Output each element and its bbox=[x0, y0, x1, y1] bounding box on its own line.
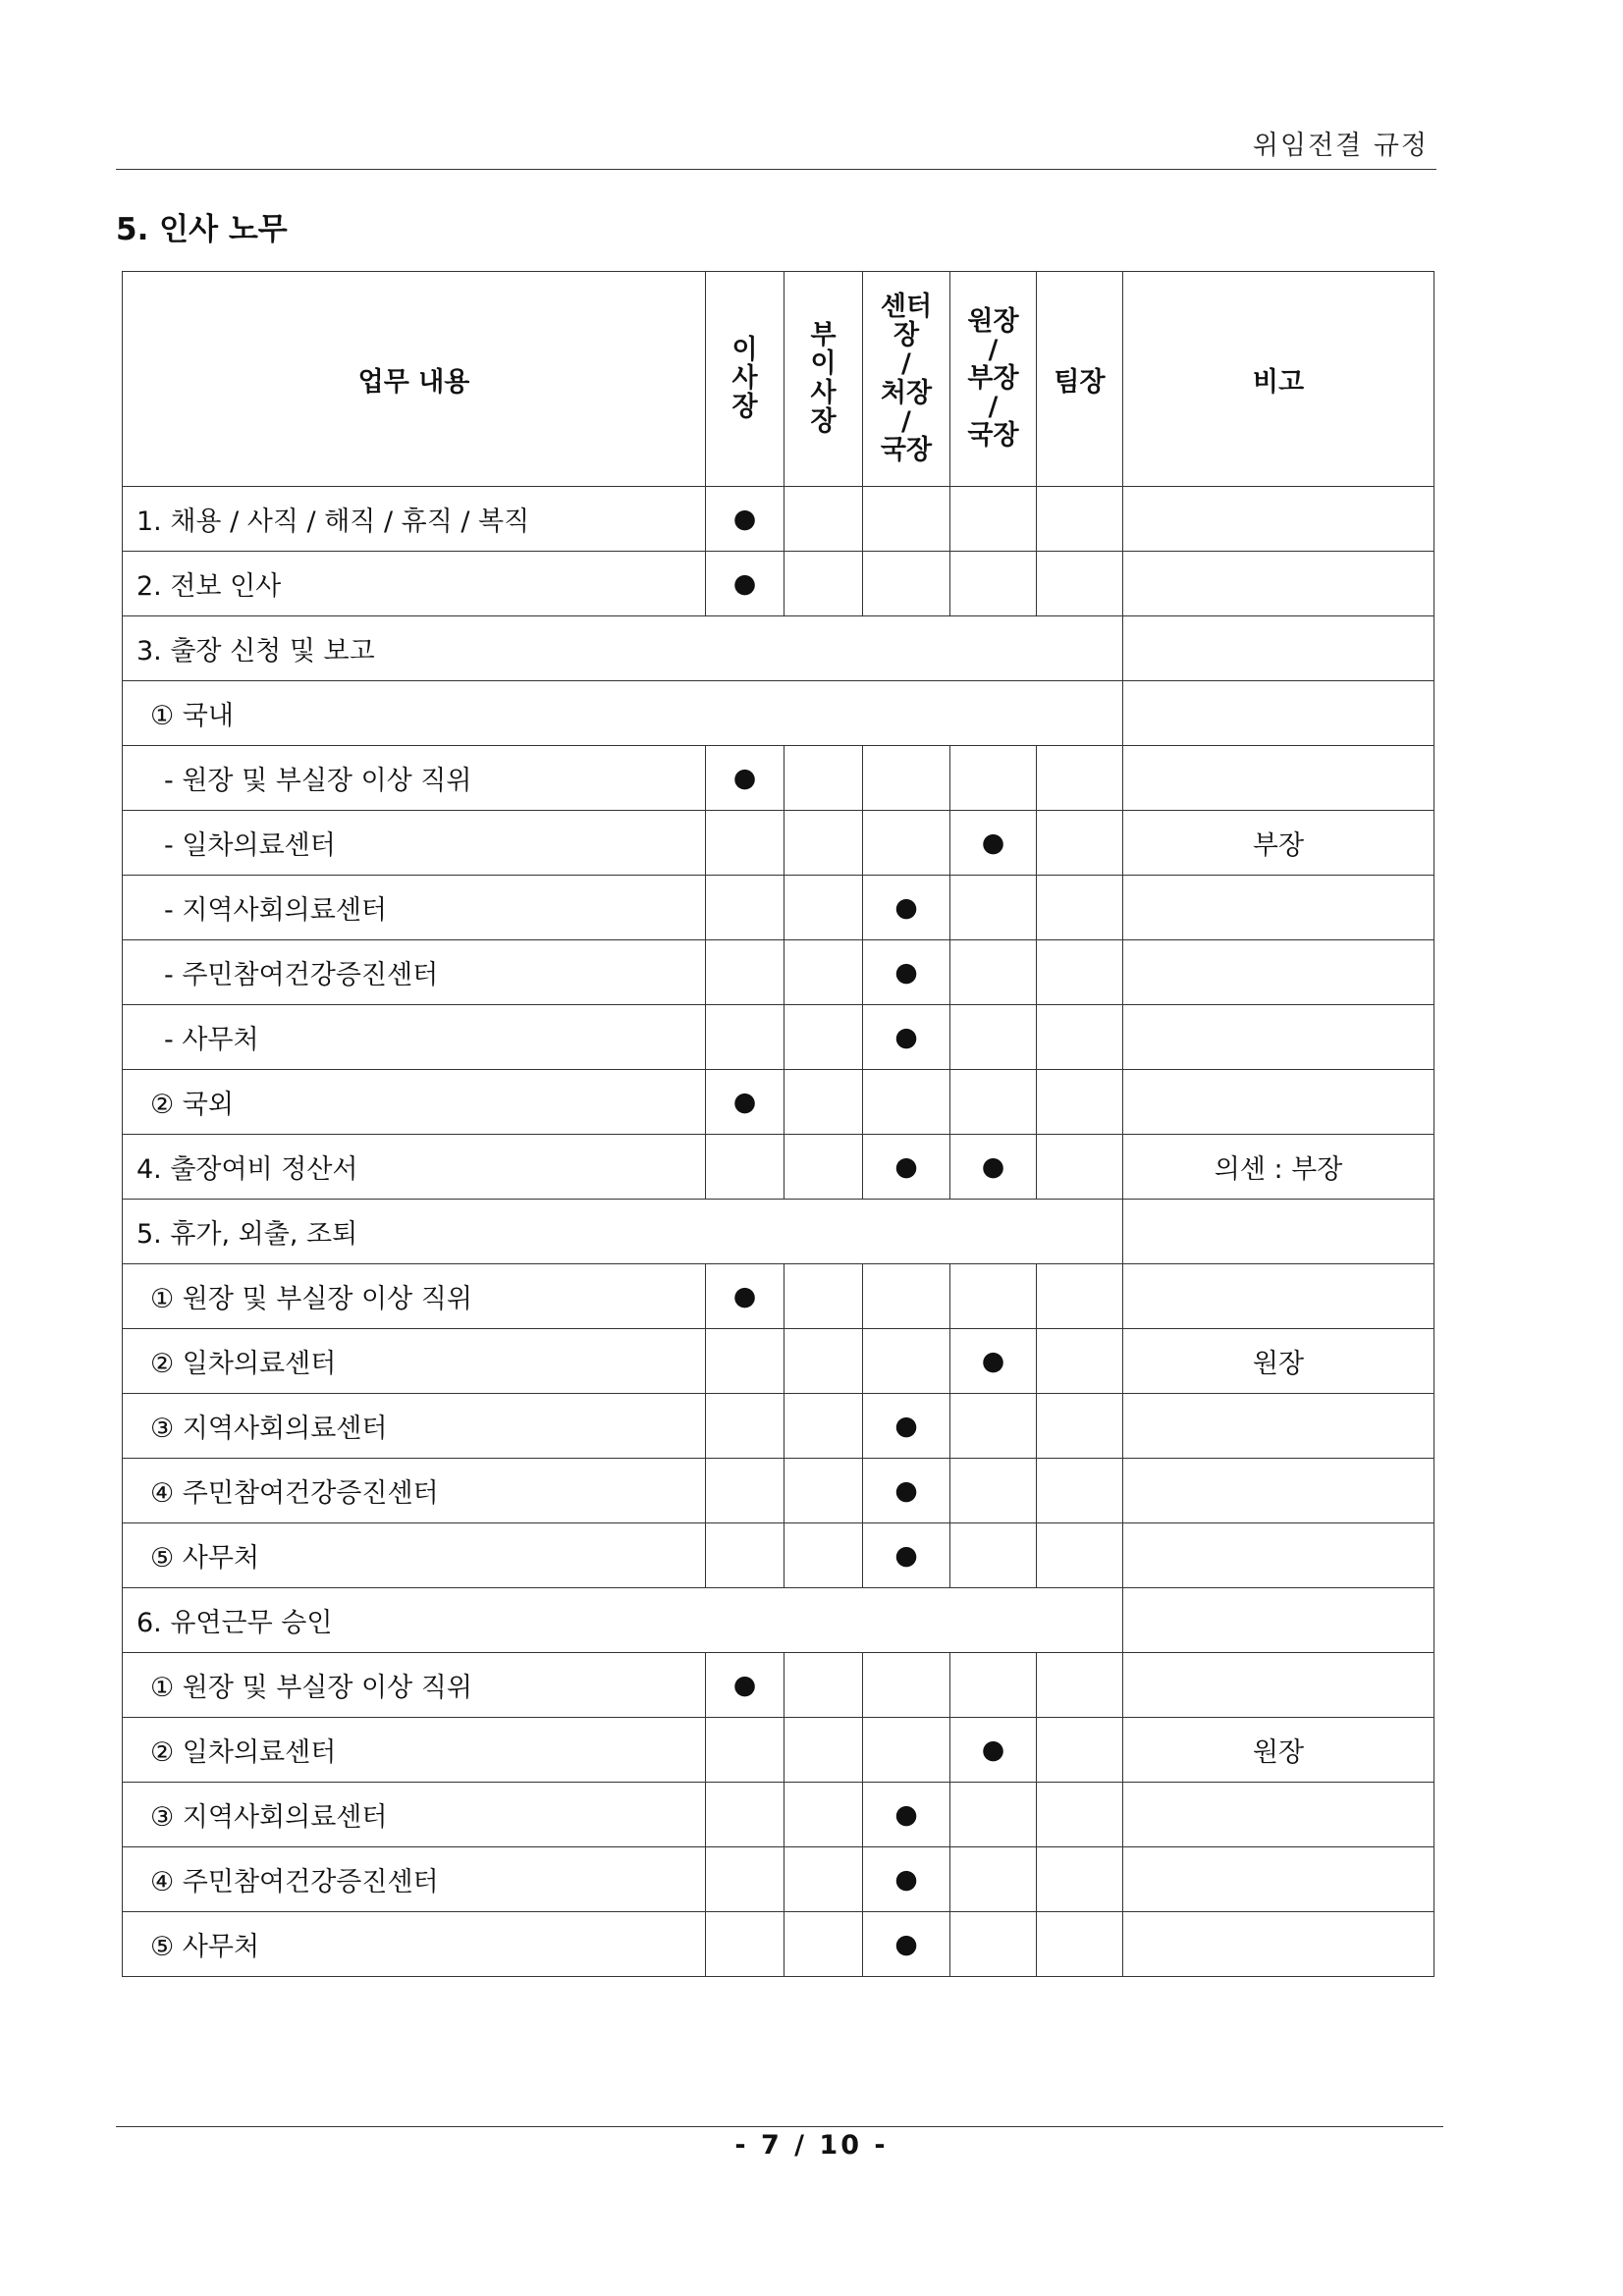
task-cell: ② 일차의료센터 bbox=[123, 1329, 706, 1394]
approval-mark: ● bbox=[706, 487, 784, 552]
empty-cell bbox=[950, 1070, 1037, 1135]
empty-cell bbox=[950, 1523, 1037, 1588]
document-title: 위임전결 규정 bbox=[1252, 131, 1429, 161]
empty-cell bbox=[1037, 876, 1123, 940]
task-cell: 4. 출장여비 정산서 bbox=[123, 1135, 706, 1200]
column-header bbox=[706, 272, 784, 487]
empty-cell bbox=[950, 1264, 1037, 1329]
column-header-line: 장 bbox=[731, 392, 758, 423]
table-row bbox=[123, 746, 1434, 811]
empty-cell bbox=[863, 552, 950, 616]
delegation-table bbox=[122, 271, 1434, 1977]
column-header-line: 국장 bbox=[967, 420, 1019, 452]
column-header-line: / bbox=[988, 392, 999, 423]
note-cell bbox=[1123, 746, 1434, 811]
task-cell: 3. 출장 신청 및 보고 bbox=[123, 616, 1123, 681]
empty-cell bbox=[1037, 1070, 1123, 1135]
table-row bbox=[123, 1588, 1434, 1653]
empty-cell bbox=[863, 746, 950, 811]
empty-cell bbox=[1037, 1718, 1123, 1783]
empty-cell bbox=[784, 1718, 863, 1783]
task-cell: - 사무처 bbox=[123, 1005, 706, 1070]
table-row bbox=[123, 1200, 1434, 1264]
empty-cell bbox=[706, 1329, 784, 1394]
table-row bbox=[123, 1912, 1434, 1977]
note-cell bbox=[1123, 1783, 1434, 1847]
note-cell bbox=[1123, 1523, 1434, 1588]
empty-cell bbox=[1037, 1523, 1123, 1588]
approval-mark: ● bbox=[950, 1718, 1037, 1783]
empty-cell bbox=[950, 1653, 1037, 1718]
page-header bbox=[116, 120, 1436, 170]
table-row bbox=[123, 1070, 1434, 1135]
empty-cell bbox=[1037, 1264, 1123, 1329]
task-cell: ① 국내 bbox=[123, 681, 1123, 746]
empty-cell bbox=[706, 1718, 784, 1783]
empty-cell bbox=[950, 1459, 1037, 1523]
task-cell: - 지역사회의료센터 bbox=[123, 876, 706, 940]
empty-cell bbox=[950, 487, 1037, 552]
column-header-line: 센터 bbox=[880, 292, 933, 323]
note-cell bbox=[1123, 1653, 1434, 1718]
empty-cell bbox=[1037, 1005, 1123, 1070]
column-header-line: 사 bbox=[810, 377, 837, 408]
approval-mark: ● bbox=[863, 940, 950, 1005]
table-row bbox=[123, 1329, 1434, 1394]
section-title: 5. 인사 노무 bbox=[116, 212, 288, 247]
note-cell bbox=[1123, 1200, 1434, 1264]
table-body bbox=[123, 487, 1434, 1977]
approval-mark: ● bbox=[706, 1070, 784, 1135]
empty-cell bbox=[863, 811, 950, 876]
empty-cell bbox=[784, 746, 863, 811]
empty-cell bbox=[784, 1329, 863, 1394]
approval-mark: ● bbox=[863, 1005, 950, 1070]
empty-cell bbox=[1037, 1329, 1123, 1394]
column-header-line: 부장 bbox=[967, 363, 1019, 394]
column-header: 비고 bbox=[1123, 272, 1434, 487]
empty-cell bbox=[1037, 1847, 1123, 1912]
task-cell: ⑤ 사무처 bbox=[123, 1523, 706, 1588]
note-cell bbox=[1123, 1264, 1434, 1329]
empty-cell bbox=[1037, 487, 1123, 552]
empty-cell bbox=[706, 1459, 784, 1523]
empty-cell bbox=[950, 1847, 1037, 1912]
column-header-line: 장 bbox=[810, 405, 837, 437]
column-header-line: 국장 bbox=[880, 434, 933, 465]
empty-cell bbox=[784, 552, 863, 616]
table-row bbox=[123, 487, 1434, 552]
column-header-line: 이 bbox=[731, 334, 758, 365]
note-cell bbox=[1123, 1005, 1434, 1070]
empty-cell bbox=[863, 1070, 950, 1135]
approval-mark: ● bbox=[950, 1135, 1037, 1200]
table-row bbox=[123, 552, 1434, 616]
empty-cell bbox=[1037, 1653, 1123, 1718]
empty-cell bbox=[1037, 1394, 1123, 1459]
empty-cell bbox=[863, 1718, 950, 1783]
empty-cell bbox=[784, 1912, 863, 1977]
table-row bbox=[123, 1394, 1434, 1459]
column-header: 업무 내용 bbox=[123, 272, 706, 487]
column-header-line: 사 bbox=[731, 363, 758, 394]
note-cell bbox=[1123, 1070, 1434, 1135]
table-row bbox=[123, 940, 1434, 1005]
table-row bbox=[123, 811, 1434, 876]
empty-cell bbox=[706, 1523, 784, 1588]
empty-cell bbox=[706, 876, 784, 940]
note-cell bbox=[1123, 1588, 1434, 1653]
task-cell: ① 원장 및 부실장 이상 직위 bbox=[123, 1653, 706, 1718]
empty-cell bbox=[784, 1523, 863, 1588]
task-cell: 6. 유연근무 승인 bbox=[123, 1588, 1123, 1653]
approval-mark: ● bbox=[706, 746, 784, 811]
table-row bbox=[123, 616, 1434, 681]
note-cell bbox=[1123, 552, 1434, 616]
note-cell bbox=[1123, 1459, 1434, 1523]
empty-cell bbox=[863, 1329, 950, 1394]
table-row bbox=[123, 1847, 1434, 1912]
column-header-line: 처장 bbox=[880, 377, 933, 408]
task-cell: ④ 주민참여건강증진센터 bbox=[123, 1847, 706, 1912]
table-row bbox=[123, 1523, 1434, 1588]
approval-mark: ● bbox=[950, 811, 1037, 876]
task-cell: ④ 주민참여건강증진센터 bbox=[123, 1459, 706, 1523]
empty-cell bbox=[706, 1847, 784, 1912]
table-row bbox=[123, 1135, 1434, 1200]
task-cell: 1. 채용 / 사직 / 해직 / 휴직 / 복직 bbox=[123, 487, 706, 552]
empty-cell bbox=[784, 1653, 863, 1718]
empty-cell bbox=[706, 1912, 784, 1977]
empty-cell bbox=[950, 1783, 1037, 1847]
note-cell: 부장 bbox=[1123, 811, 1434, 876]
empty-cell bbox=[784, 1847, 863, 1912]
page-number: - 7 / 10 - bbox=[734, 2130, 889, 2161]
table-row bbox=[123, 1783, 1434, 1847]
empty-cell bbox=[784, 811, 863, 876]
empty-cell bbox=[950, 940, 1037, 1005]
empty-cell bbox=[863, 487, 950, 552]
column-header-line: / bbox=[901, 348, 911, 380]
approval-mark: ● bbox=[863, 1523, 950, 1588]
task-cell: ② 국외 bbox=[123, 1070, 706, 1135]
empty-cell bbox=[1037, 1783, 1123, 1847]
approval-mark: ● bbox=[863, 1783, 950, 1847]
task-cell: ① 원장 및 부실장 이상 직위 bbox=[123, 1264, 706, 1329]
empty-cell bbox=[863, 1264, 950, 1329]
table-row bbox=[123, 681, 1434, 746]
table-row bbox=[123, 876, 1434, 940]
task-cell: - 주민참여건강증진센터 bbox=[123, 940, 706, 1005]
task-cell: 2. 전보 인사 bbox=[123, 552, 706, 616]
table-row bbox=[123, 1718, 1434, 1783]
approval-mark: ● bbox=[863, 1459, 950, 1523]
approval-mark: ● bbox=[863, 1135, 950, 1200]
empty-cell bbox=[784, 1264, 863, 1329]
task-cell: ③ 지역사회의료센터 bbox=[123, 1394, 706, 1459]
approval-mark: ● bbox=[950, 1329, 1037, 1394]
column-header: 팀장 bbox=[1037, 272, 1123, 487]
table-row bbox=[123, 1653, 1434, 1718]
note-cell bbox=[1123, 876, 1434, 940]
note-cell bbox=[1123, 487, 1434, 552]
empty-cell bbox=[863, 1653, 950, 1718]
task-cell: ② 일차의료센터 bbox=[123, 1718, 706, 1783]
empty-cell bbox=[950, 746, 1037, 811]
column-header-line: / bbox=[901, 405, 911, 437]
empty-cell bbox=[950, 552, 1037, 616]
approval-mark: ● bbox=[706, 1264, 784, 1329]
approval-mark: ● bbox=[706, 1653, 784, 1718]
empty-cell bbox=[1037, 811, 1123, 876]
column-header bbox=[950, 272, 1037, 487]
task-cell: 5. 휴가, 외출, 조퇴 bbox=[123, 1200, 1123, 1264]
note-cell bbox=[1123, 1847, 1434, 1912]
task-cell: - 일차의료센터 bbox=[123, 811, 706, 876]
column-header-line: 장 bbox=[893, 320, 920, 351]
column-header-line: 부 bbox=[810, 320, 837, 351]
empty-cell bbox=[706, 1783, 784, 1847]
note-cell bbox=[1123, 616, 1434, 681]
column-header-line: 이 bbox=[810, 348, 837, 380]
approval-mark: ● bbox=[863, 1912, 950, 1977]
approval-mark: ● bbox=[706, 552, 784, 616]
empty-cell bbox=[1037, 552, 1123, 616]
empty-cell bbox=[784, 1394, 863, 1459]
approval-mark: ● bbox=[863, 1394, 950, 1459]
task-cell: ⑤ 사무처 bbox=[123, 1912, 706, 1977]
empty-cell bbox=[950, 1394, 1037, 1459]
empty-cell bbox=[706, 811, 784, 876]
note-cell: 원장 bbox=[1123, 1329, 1434, 1394]
approval-mark: ● bbox=[863, 876, 950, 940]
empty-cell bbox=[950, 1912, 1037, 1977]
table-row bbox=[123, 1264, 1434, 1329]
table-row bbox=[123, 1459, 1434, 1523]
empty-cell bbox=[950, 876, 1037, 940]
empty-cell bbox=[784, 876, 863, 940]
page-footer bbox=[116, 2126, 1443, 2127]
task-cell: ③ 지역사회의료센터 bbox=[123, 1783, 706, 1847]
column-header-line: 원장 bbox=[967, 305, 1019, 337]
table-header-row bbox=[123, 272, 1434, 487]
empty-cell bbox=[784, 1459, 863, 1523]
column-header-line: / bbox=[988, 334, 999, 365]
note-cell bbox=[1123, 681, 1434, 746]
empty-cell bbox=[950, 1005, 1037, 1070]
empty-cell bbox=[706, 1394, 784, 1459]
empty-cell bbox=[784, 1070, 863, 1135]
empty-cell bbox=[1037, 1912, 1123, 1977]
empty-cell bbox=[1037, 1459, 1123, 1523]
empty-cell bbox=[706, 940, 784, 1005]
table-row bbox=[123, 1005, 1434, 1070]
empty-cell bbox=[706, 1005, 784, 1070]
note-cell bbox=[1123, 1912, 1434, 1977]
empty-cell bbox=[784, 1783, 863, 1847]
empty-cell bbox=[1037, 940, 1123, 1005]
approval-mark: ● bbox=[863, 1847, 950, 1912]
empty-cell bbox=[784, 1135, 863, 1200]
empty-cell bbox=[784, 940, 863, 1005]
note-cell: 원장 bbox=[1123, 1718, 1434, 1783]
note-cell: 의센 : 부장 bbox=[1123, 1135, 1434, 1200]
task-cell: - 원장 및 부실장 이상 직위 bbox=[123, 746, 706, 811]
column-header bbox=[784, 272, 863, 487]
note-cell bbox=[1123, 940, 1434, 1005]
empty-cell bbox=[1037, 1135, 1123, 1200]
note-cell bbox=[1123, 1394, 1434, 1459]
empty-cell bbox=[1037, 746, 1123, 811]
empty-cell bbox=[784, 487, 863, 552]
column-header bbox=[863, 272, 950, 487]
empty-cell bbox=[706, 1135, 784, 1200]
empty-cell bbox=[784, 1005, 863, 1070]
